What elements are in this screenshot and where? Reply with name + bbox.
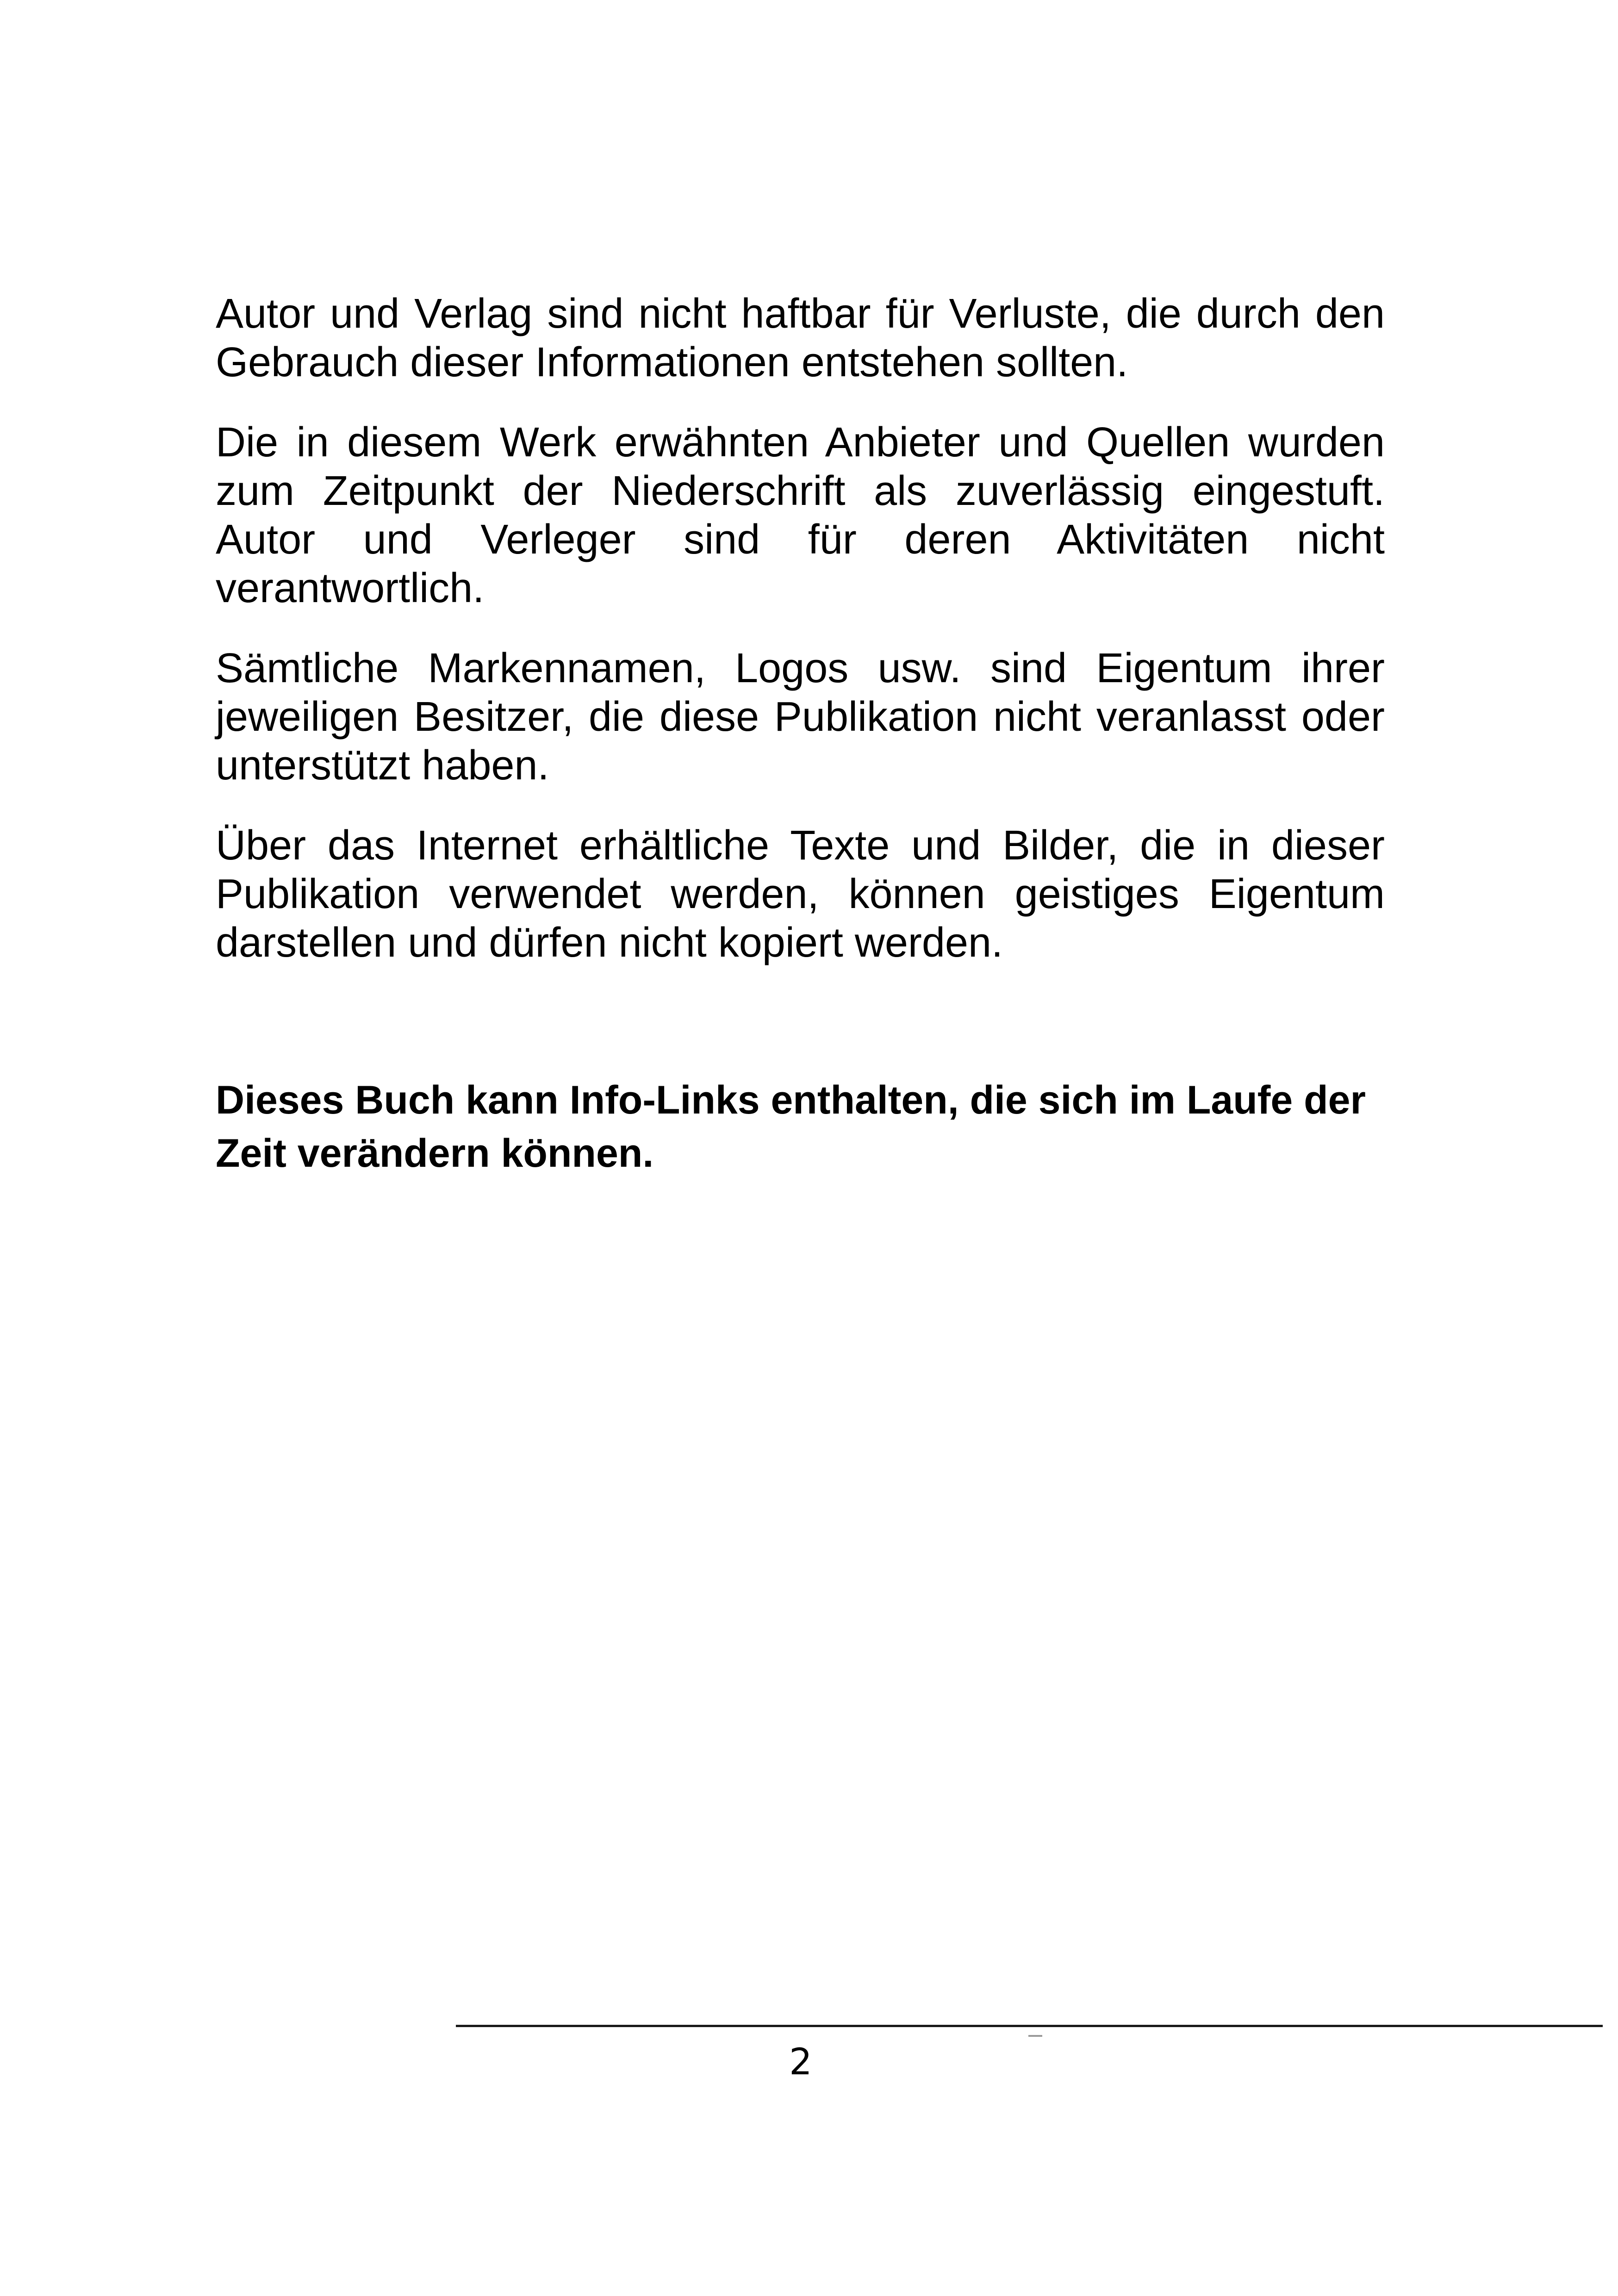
info-links-note: Dieses Buch kann Info-Links enthalten, die sich im Laufe der Zeit verändern können. bbox=[216, 1078, 1366, 1176]
disclaimer-paragraph-liability: Autor und Verlag sind nicht haftbar für Verluste, die durch den Gebrauch dieser Informationen entstehen sollten. bbox=[216, 291, 1385, 386]
footer-mark bbox=[1028, 2035, 1042, 2037]
footer-divider bbox=[456, 2025, 1603, 2027]
page-number: 2 bbox=[789, 2041, 812, 2083]
disclaimer-paragraph-trademarks: Sämtliche Markennamen, Logos usw. sind Eigentum ihrer jeweiligen Besitzer, die diese Publikation nicht veranlasst oder unterstützt haben. bbox=[216, 645, 1385, 789]
disclaimer-paragraph-copyright: Über das Internet erhältliche Texte und Bilder, die in dieser Publikation verwendet werden, können geistiges Eigentum darstellen und dürfen nicht kopiert werden. bbox=[216, 822, 1385, 966]
disclaimer-paragraph-sources: Die in diesem Werk erwähnten Anbieter und Quellen wurden zum Zeitpunkt der Niederschrift als zuverlässig eingestuft. Autor und Verleger sind für deren Aktivitäten nicht verantwortlich. bbox=[216, 419, 1385, 611]
body-text bbox=[216, 290, 1385, 1180]
